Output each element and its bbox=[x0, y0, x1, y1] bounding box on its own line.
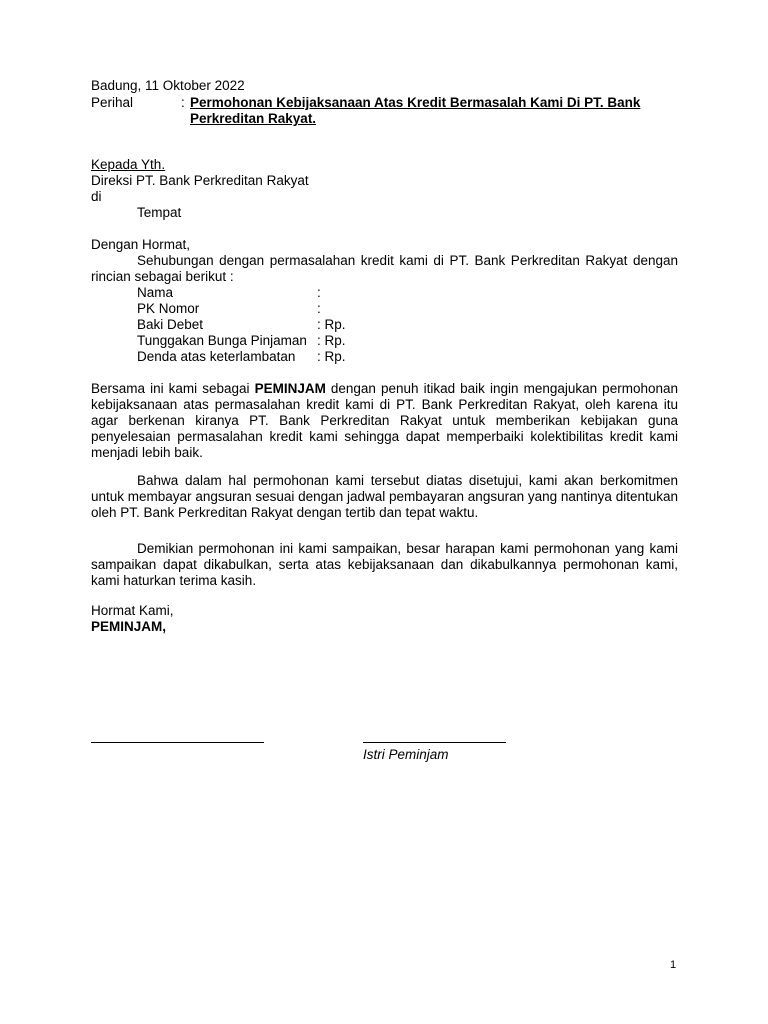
paragraph-bahwa: Bahwa dalam hal permohonan kami tersebut diatas disetujui, kami akan berkomitmen untuk membayar angsuran sesuai dengan jadwal pembayaran angsuran yang nantinya ditentukan oleh PT. Bank Perkreditan Rakyat dengan tertib dan tepat waktu. bbox=[91, 473, 678, 520]
paragraph-bersama bbox=[91, 381, 678, 461]
recipient-direksi: Direksi PT. Bank Perkreditan Rakyat bbox=[91, 173, 309, 188]
place-date: Badung, 11 Oktober 2022 bbox=[91, 78, 245, 93]
paragraph-bersama-rest: dengan penuh itikad baik ingin mengajukan permohonan kebijaksanaan atas permasalahan kredit kami di PT. Bank Perkreditan Rakyat, oleh karena itu agar berkenan kiranya PT. Bank Perkreditan Rakyat untuk memberikan kebijakan guna penyelesaian permasalahan kredit kami sehingga dapat memperbaiki kolektibilitas kredit kami menjadi lebih baik. bbox=[91, 381, 678, 460]
salutation: Dengan Hormat, bbox=[91, 237, 191, 252]
peminjam-emphasis: PEMINJAM bbox=[254, 381, 326, 396]
detail-value-denda: : Rp. bbox=[317, 349, 346, 364]
detail-label-baki-debet: Baki Debet bbox=[137, 317, 204, 332]
istri-peminjam-label: Istri Peminjam bbox=[363, 747, 449, 762]
detail-label-denda: Denda atas keterlambatan bbox=[137, 349, 296, 364]
paragraph-bersama-lead: Bersama ini kami sebagai bbox=[91, 381, 255, 396]
signature-line-peminjam bbox=[91, 742, 264, 743]
detail-value-baki-debet: : Rp. bbox=[317, 317, 346, 332]
detail-label-tunggakan: Tunggakan Bunga Pinjaman bbox=[137, 333, 307, 348]
recipient-di: di bbox=[91, 189, 102, 204]
detail-value-tunggakan: : Rp. bbox=[317, 333, 346, 348]
recipient-tempat: Tempat bbox=[137, 205, 182, 220]
detail-value-nama: : bbox=[317, 285, 321, 300]
signature-line-istri bbox=[363, 742, 506, 743]
perihal-colon: : bbox=[181, 95, 185, 110]
kepada-yth: Kepada Yth. bbox=[91, 157, 166, 172]
paragraph-demikian: Demikian permohonan ini kami sampaikan, besar harapan kami permohonan yang kami sampaikan dapat dikabulkan, serta atas kebijaksanaan dan dikabulkannya permohonan kami, kami haturkan terima kasih. bbox=[91, 541, 678, 588]
detail-label-pk-nomor: PK Nomor bbox=[137, 301, 200, 316]
closing-hormat: Hormat Kami, bbox=[91, 603, 174, 618]
detail-value-pk-nomor: : bbox=[317, 301, 321, 316]
perihal-subject-line1: Permohonan Kebijaksanaan Atas Kredit Bermasalah Kami Di PT. Bank bbox=[190, 95, 641, 110]
page-number: 1 bbox=[670, 959, 677, 971]
perihal-subject-line2: Perkreditan Rakyat. bbox=[190, 111, 317, 126]
intro-paragraph: Sehubungan dengan permasalahan kredit kami di PT. Bank Perkreditan Rakyat dengan rincian sebagai berikut : bbox=[91, 253, 678, 284]
perihal-label: Perihal bbox=[91, 95, 134, 110]
detail-label-nama: Nama bbox=[137, 285, 174, 300]
closing-peminjam: PEMINJAM, bbox=[91, 619, 167, 634]
